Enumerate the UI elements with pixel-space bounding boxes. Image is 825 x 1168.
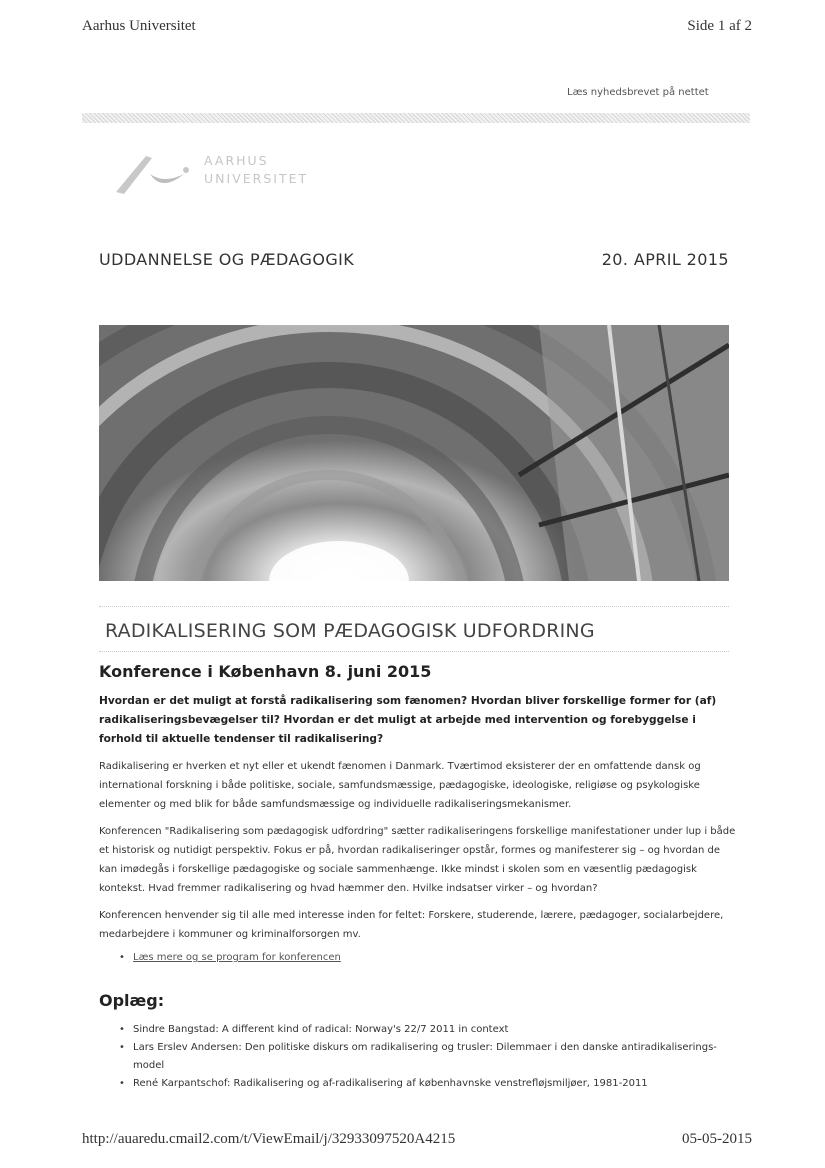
body-paragraph-1: Radikalisering er hverken et nyt eller et ukendt fænomen i Danmark. Tværtimod eksisterer der en omfattende dansk og international forskning i både politiske, sociale, samfundsmæssige, pædagogiske, ideologiske, religiøse og psykologiske elementer og med blik for både samfundsmæssige og individuelle radikaliseringsmekanismer. (99, 761, 701, 810)
section-title: UDDANNELSE OG PÆDAGOGIK (99, 250, 355, 269)
body-paragraph-2: Konferencen "Radikalisering som pædagogisk udfordring" sætter radikaliseringens forskellige manifestationer under lup i både et historisk og nutidigt perspektiv. Fokus er på, hvordan radikaliseringer opstår, formes og manifesterer sig – og hvordan de kan imødegås i forskellige pædagogiske og sociale sammenhænge. Ikke mindst i skolen som en væsentlig pædagogisk kontekst. Hvad fremmer radikalisering og hvad hæmmer den. Hvilke indsatser virker – og hvordan? (99, 826, 736, 894)
divider-bottom (99, 651, 729, 652)
view-online-link[interactable]: Læs nyhedsbrevet på nettet (567, 87, 709, 98)
logo-text-line1: AARHUS (204, 153, 269, 168)
divider-top (99, 606, 729, 607)
article-headline: RADIKALISERING SOM PÆDAGOGISK UDFORDRING (105, 620, 595, 642)
au-emblem-icon (112, 148, 202, 200)
hero-image (99, 325, 729, 581)
print-footer-date: 05-05-2015 (682, 1131, 752, 1147)
header-band (82, 113, 750, 123)
more-links-list (119, 948, 341, 967)
logo-text-line2: UNIVERSITET (204, 171, 309, 186)
conference-subheading: Konference i København 8. juni 2015 (99, 662, 432, 681)
lead-paragraph: Hvordan er det muligt at forstå radikalisering som fænomen? Hvordan bliver forskellige former for (af) radikaliseringsbevægelser til? Hvordan er det muligt at arbejde med intervention og forebyggelse i forhold til aktuelle tendenser til radikalisering? (99, 695, 717, 745)
list-item: • Sindre Bangstad: A different kind of radical: Norway's 22/7 2011 in context (119, 1021, 719, 1039)
aarhus-university-logo (112, 148, 322, 200)
print-footer-url: http://auaredu.cmail2.com/t/ViewEmail/j/32933097520A4215 (82, 1131, 456, 1147)
program-link[interactable]: Læs mere og se program for konferencen (133, 952, 341, 963)
issue-date: 20. APRIL 2015 (601, 250, 729, 269)
list-item: • René Karpantschof: Radikalisering og af-radikalisering af københavnske venstrefløjsmiljøer, 1981-2011 (119, 1075, 719, 1093)
talks-heading: Oplæg: (99, 991, 165, 1010)
print-header-site: Aarhus Universitet (82, 18, 196, 34)
body-paragraph-3: Konferencen henvender sig til alle med interesse inden for feltet: Forskere, studerende, lærere, pædagoger, socialarbejdere, medarbejdere i kommuner og kriminalforsorgen mv. (99, 910, 724, 940)
print-header-page: Side 1 af 2 (687, 18, 752, 34)
list-item (119, 948, 341, 967)
talks-list (119, 1021, 719, 1093)
list-item: • Lars Erslev Andersen: Den politiske diskurs om radikalisering og trusler: Dilemmaer i den danske antiradikaliserings-model (119, 1039, 719, 1075)
